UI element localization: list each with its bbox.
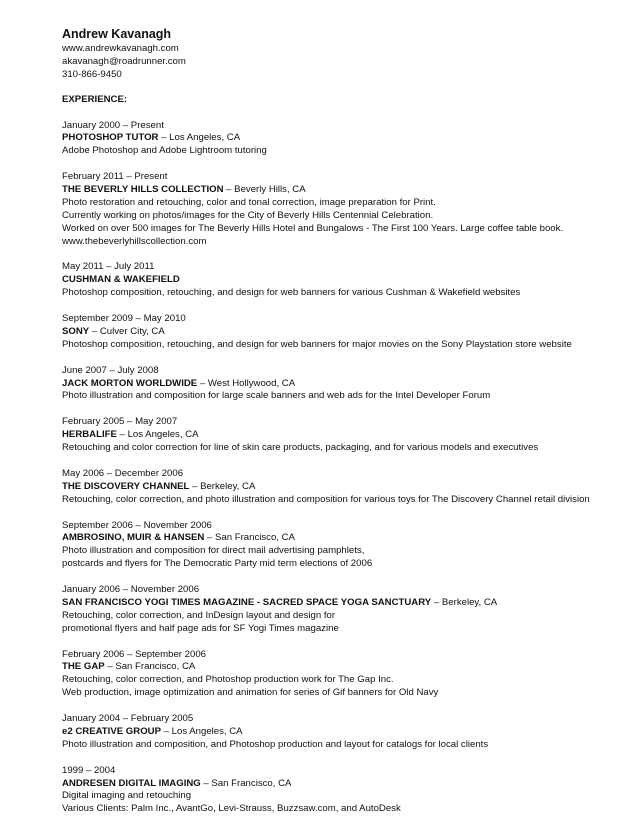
job-detail-line: Various Clients: Palm Inc., AvantGo, Levi-Strauss, Buzzsaw.com, and AutoDesk xyxy=(62,803,401,815)
website-link[interactable]: www.andrewkavanagh.com xyxy=(62,43,179,54)
job-location: – Culver City, CA xyxy=(89,325,165,337)
job-detail-line: Photo illustration and composition, and Photoshop production and layout for catalogs for local clients xyxy=(62,738,489,750)
resume-page xyxy=(62,27,622,816)
job-location: – Los Angeles, CA xyxy=(158,132,241,144)
job-entry xyxy=(62,120,622,159)
job-detail-line: Currently working on photos/images for the City of Beverly Hills Centennial Celebration. xyxy=(62,209,434,221)
job-detail-line: Worked on over 500 images for The Beverly Hills Hotel and Bungalows - The First 100 Years. Large coffee table book. xyxy=(62,222,564,234)
job-entry xyxy=(62,313,622,352)
job-employer: AMBROSINO, MUIR & HANSEN xyxy=(62,532,205,544)
job-entry xyxy=(62,468,622,507)
job-detail-line: promotional flyers and half page ads for SF Yogi Times magazine xyxy=(62,622,339,634)
job-employer-line xyxy=(62,429,622,442)
job-employer: THE BEVERLY HILLS COLLECTION xyxy=(62,184,224,196)
job-employer-line xyxy=(62,661,622,674)
job-employer: ANDRESEN DIGITAL IMAGING xyxy=(62,777,201,789)
job-location: – San Francisco, CA xyxy=(204,532,295,544)
job-employer-line xyxy=(62,532,622,545)
job-entry xyxy=(62,171,622,248)
job-employer-line xyxy=(62,726,622,739)
job-entry xyxy=(62,713,622,752)
job-employer-line xyxy=(62,274,622,287)
job-employer: SONY xyxy=(62,325,90,337)
job-employer-line xyxy=(62,597,622,610)
job-entry xyxy=(62,365,622,404)
job-entry xyxy=(62,261,622,300)
experience-heading: EXPERIENCE: xyxy=(62,93,128,105)
experience-list xyxy=(62,120,622,817)
job-location: – Los Angeles, CA xyxy=(116,429,199,441)
job-employer: THE DISCOVERY CHANNEL xyxy=(62,480,190,492)
job-dates: September 2009 – May 2010 xyxy=(62,313,186,325)
job-dates: January 2004 – February 2005 xyxy=(62,713,194,725)
job-dates: September 2006 – November 2006 xyxy=(62,519,212,531)
job-employer: JACK MORTON WORLDWIDE xyxy=(62,377,198,389)
job-dates: 1999 – 2004 xyxy=(62,764,116,776)
job-detail-line: Photo restoration and retouching, color and tonal correction, image preparation for Print. xyxy=(62,196,436,208)
job-location: – San Francisco, CA xyxy=(104,661,196,673)
job-employer-line xyxy=(62,184,622,197)
job-detail-line: Retouching, color correction, and photo illustration and composition for various toys for The Discovery Channel retail division xyxy=(62,493,590,505)
job-location: – West Hollywood, CA xyxy=(197,377,296,389)
job-employer: PHOTOSHOP TUTOR xyxy=(62,132,159,144)
job-entry xyxy=(62,649,622,701)
job-employer: CUSHMAN & WAKEFIELD xyxy=(62,274,180,286)
job-entry xyxy=(62,520,622,572)
email-link[interactable]: akavanagh@roadrunner.com xyxy=(62,55,186,67)
job-detail-line: Retouching, color correction, and Photoshop production work for The Gap Inc. xyxy=(62,674,394,686)
job-dates: June 2007 – July 2008 xyxy=(62,364,159,376)
job-employer-line xyxy=(62,326,622,339)
job-entry xyxy=(62,765,622,817)
job-entry xyxy=(62,416,622,455)
job-dates: February 2005 – May 2007 xyxy=(62,416,178,428)
job-dates: February 2011 – Present xyxy=(62,171,168,183)
candidate-name: Andrew Kavanagh xyxy=(62,27,172,41)
job-location: – San Francisco, CA xyxy=(200,777,292,789)
job-employer-line xyxy=(62,481,622,494)
job-dates: May 2011 – July 2011 xyxy=(62,261,155,273)
job-dates: May 2006 – December 2006 xyxy=(62,467,184,479)
job-detail-line: Retouching, color correction, and InDesign layout and design for xyxy=(62,609,336,621)
job-detail-line: Digital imaging and retouching xyxy=(62,790,192,802)
job-detail-line: Photo illustration and composition for direct mail advertising pamphlets, xyxy=(62,545,365,557)
job-detail-line: Photoshop composition, retouching, and design for web banners for various Cushman & Wakefield websites xyxy=(62,287,521,299)
contact-block xyxy=(62,27,622,82)
job-employer: SAN FRANCISCO YOGI TIMES MAGAZINE - SACRED SPACE YOGA SANCTUARY xyxy=(62,596,432,608)
job-detail-line: Retouching and color correction for line of skin care products, packaging, and for various models and executives xyxy=(62,442,539,454)
job-dates: January 2000 – Present xyxy=(62,119,164,131)
job-location: – Berkeley, CA xyxy=(431,596,498,608)
job-detail-line: Adobe Photoshop and Adobe Lightroom tutoring xyxy=(62,145,267,157)
job-employer-line xyxy=(62,378,622,391)
job-detail-line: Photo illustration and composition for large scale banners and web ads for the Intel Developer Forum xyxy=(62,390,491,402)
job-website-link[interactable]: www.thebeverlyhillscollection.com xyxy=(62,235,207,247)
job-entry xyxy=(62,584,622,636)
job-dates: February 2006 – September 2006 xyxy=(62,648,206,660)
job-detail-line: Photoshop composition, retouching, and design for web banners for major movies on the Sony Playstation store website xyxy=(62,338,572,350)
job-detail-line: postcards and flyers for The Democratic Party mid term elections of 2006 xyxy=(62,558,373,570)
job-location: – Berkeley, CA xyxy=(189,480,256,492)
job-employer-line xyxy=(62,778,622,791)
job-employer: HERBALIFE xyxy=(62,429,117,441)
job-employer-line xyxy=(62,132,622,145)
job-location: – Beverly Hills, CA xyxy=(223,184,306,196)
job-employer: THE GAP xyxy=(62,661,105,673)
job-dates: January 2006 – November 2006 xyxy=(62,584,200,596)
job-location: – Los Angeles, CA xyxy=(160,725,243,737)
job-employer: e2 CREATIVE GROUP xyxy=(62,725,161,737)
phone-number: 310-866-9450 xyxy=(62,68,122,80)
job-detail-line: Web production, image optimization and animation for series of Gif banners for Old Navy xyxy=(62,687,439,699)
